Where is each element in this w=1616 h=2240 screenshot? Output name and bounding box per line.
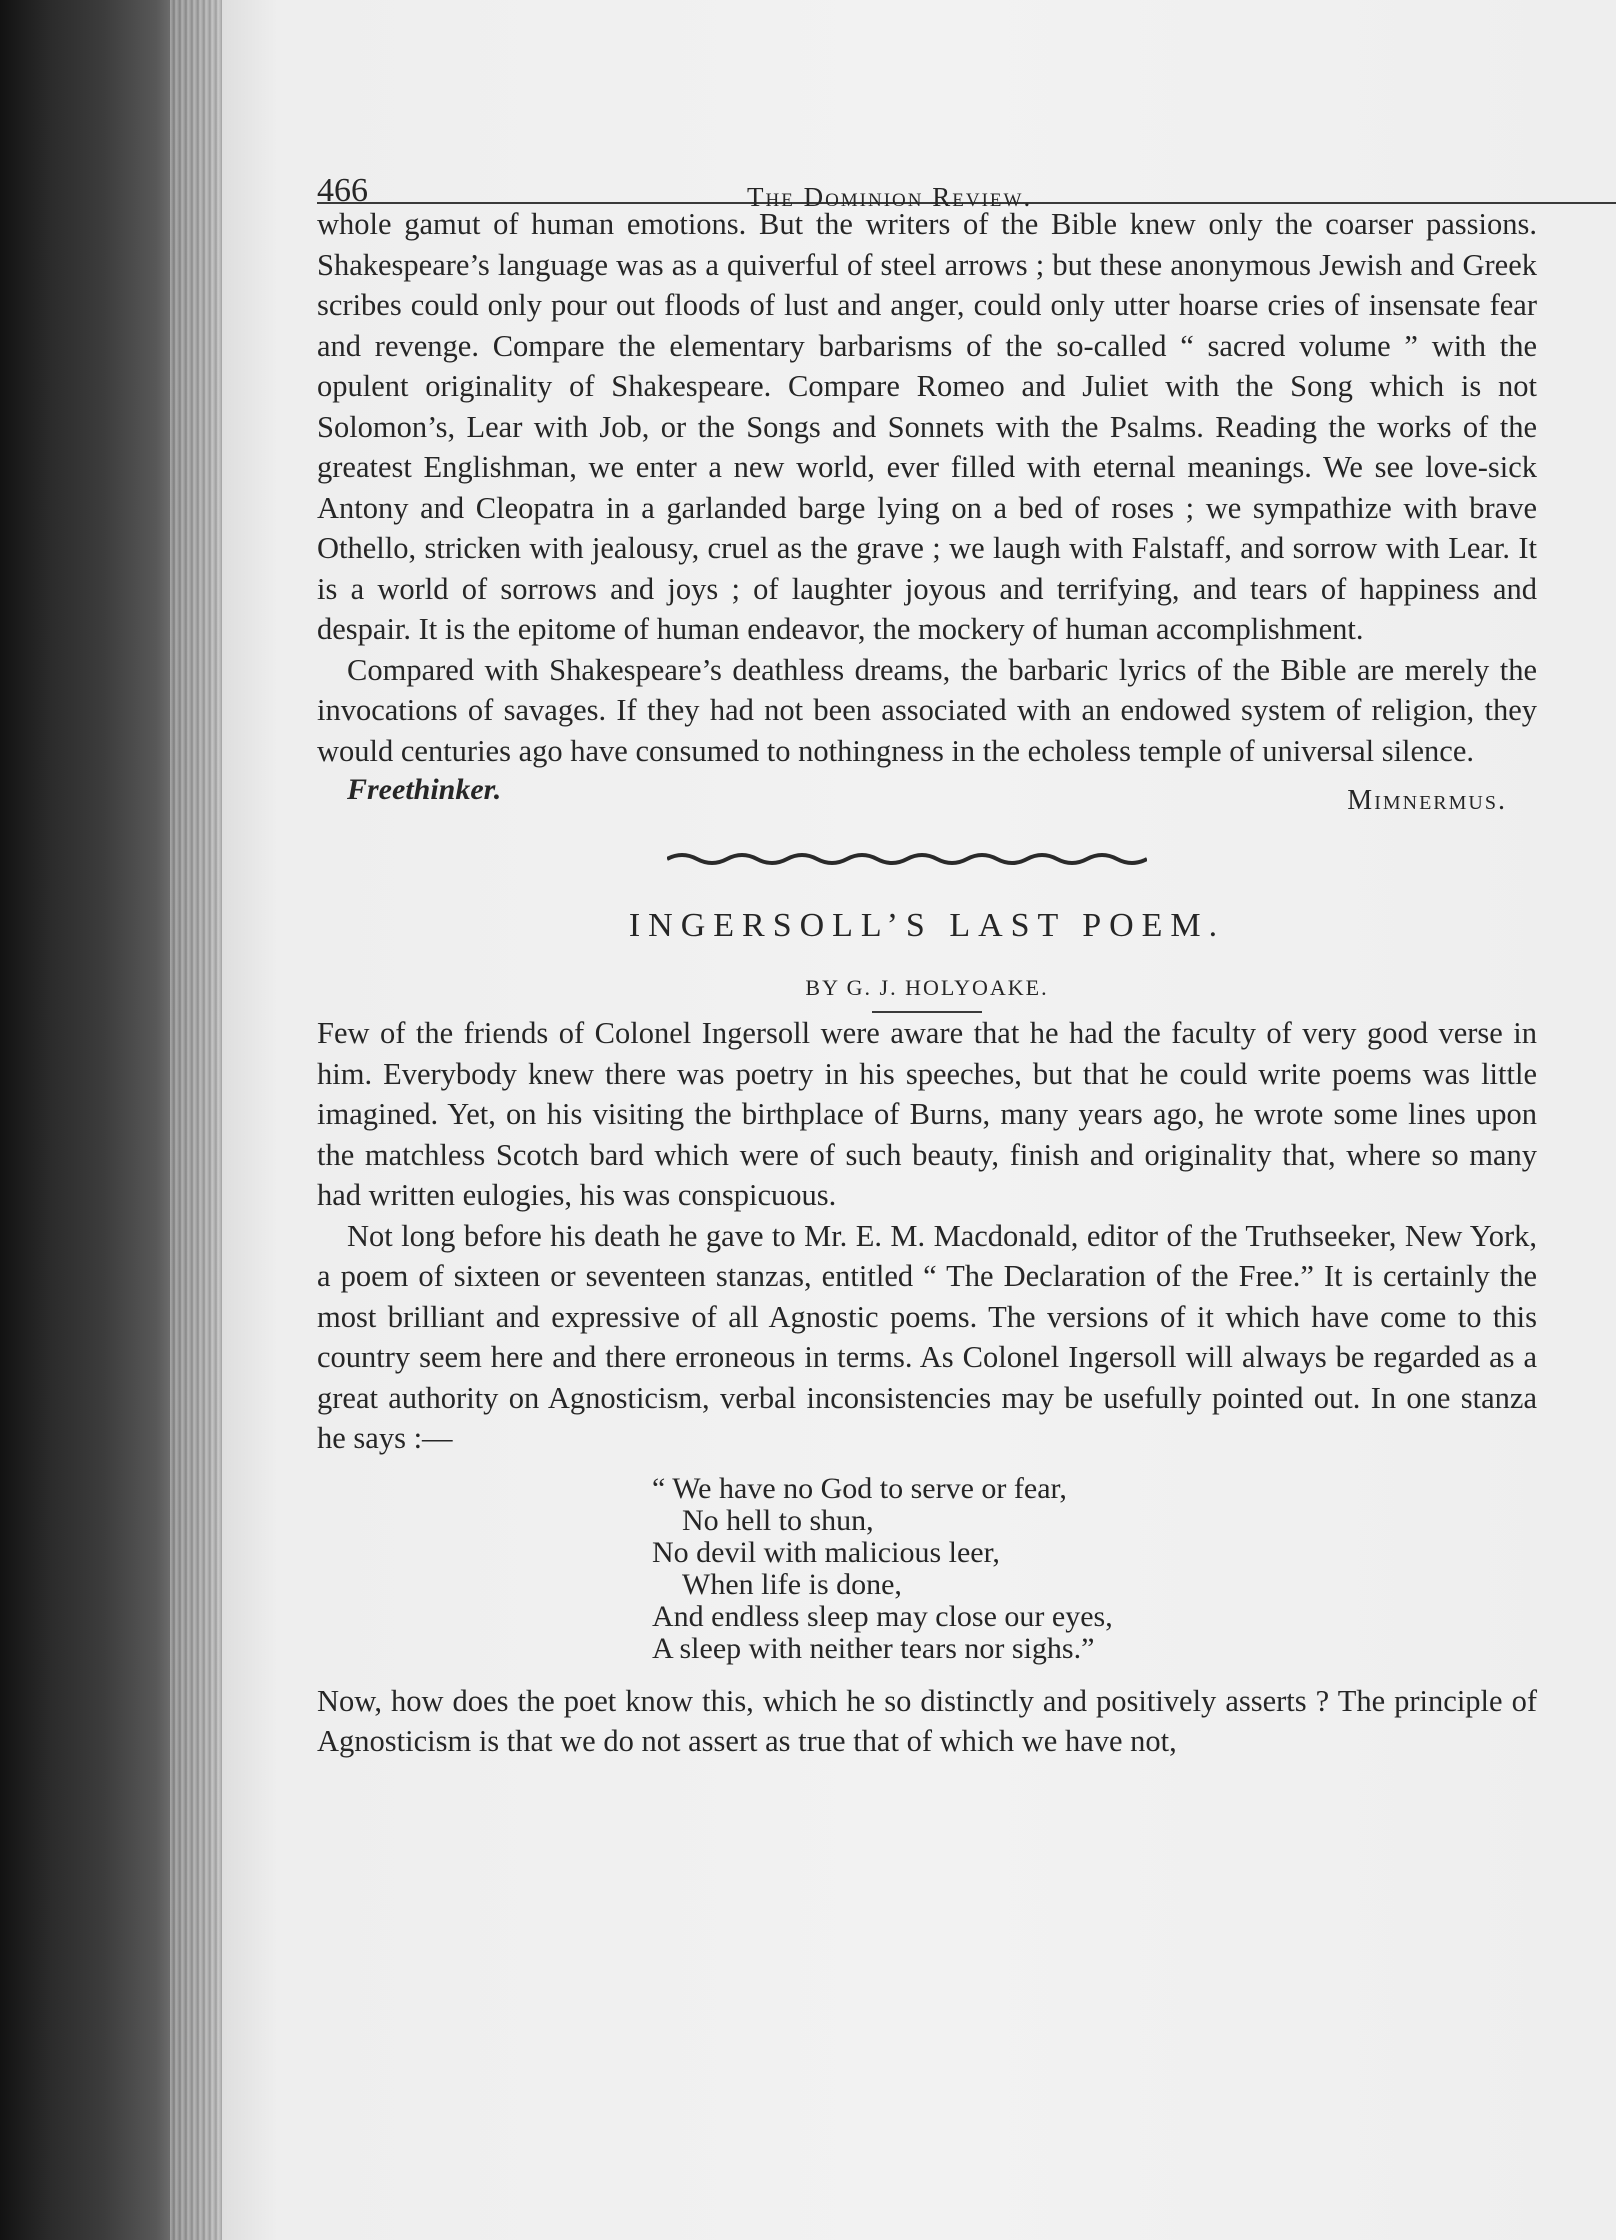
book-page	[222, 0, 1616, 2240]
article2-paragraph3: Now, how does the poet know this, which he so distinctly and positively asserts ? The principle of Agnosticism is that we do not assert as true that of which we have not,	[317, 1683, 1537, 1758]
page-edges	[170, 0, 230, 2240]
poem-stanza	[652, 1473, 1616, 1665]
article1-paragraph1: whole gamut of human emotions. But the writers of the Bible knew only the coarser passions. Shakespeare’s language was as a quiverful of steel arrows ; but these anonymous Jewish and Greek scribes could only pour out floods of lust and anger, could only utter hoarse cries of insensate fear and revenge. Compare the elementary barbarisms of the so-called “ sacred volume ” with the opulent originality of Shakespeare. Compare Romeo and Juliet with the Song which is not Solomon’s, Lear with Job, or the Songs and Sonnets with the Psalms. Reading the works of the greatest Englishman, we enter a new world, ever filled with eternal meanings. We see love-sick Antony and Cleopatra in a garlanded barge lying on a bed of roses ; we sympathize with brave Othello, stricken with jealousy, cruel as the grave ; we laugh with Falstaff, and sorrow with Lear. It is a world of sorrows and joys ; of laughter joyous and terrifying, and tears of happiness and despair. It is the epitome of human endeavor, the mockery of human accomplishment.	[317, 207, 1537, 646]
decorative-swash-rule	[667, 847, 1147, 871]
page-content	[317, 150, 1616, 1762]
poem-line: A sleep with neither tears nor sighs.”	[652, 1631, 1095, 1665]
page-number: 466	[317, 172, 368, 209]
article2-paragraph1: Few of the friends of Colonel Ingersoll were aware that he had the faculty of very good verse in him. Everybody knew there was poetry in his speeches, but that he could write poems was little imagined. Yet, on his visiting the birthplace of Burns, many years ago, he wrote some lines upon the matchless Scotch bard which were of such beauty, finish and originality that, where so many had written eulogies, his was conspicuous.	[317, 1016, 1537, 1212]
poem-line: No hell to shun,	[682, 1503, 874, 1537]
journal-title: The Dominion Review.	[747, 182, 1033, 212]
article2-byline: BY G. J. HOLYOAKE.	[805, 975, 1049, 1000]
poem-line: “ We have no God to serve or fear,	[652, 1471, 1067, 1505]
article1-signature-row	[317, 771, 1537, 831]
poem-line: When life is done,	[682, 1567, 902, 1601]
poem-line: And endless sleep may close our eyes,	[652, 1599, 1113, 1633]
running-head	[317, 150, 1616, 212]
article1-author: Mimnermus.	[1347, 785, 1507, 816]
article1-source: Freethinker.	[347, 773, 502, 806]
article2-paragraph2: Not long before his death he gave to Mr. E. M. Macdonald, editor of the Truthseeker, New York, a poem of sixteen or seventeen stanzas, entitled “ The Declaration of the Free.” It is certainly the most brilliant and expressive of all Agnostic poems. The versions of it which have come to this country seem here and there erroneous in terms. As Colonel Ingersoll will always be regarded as a great authority on Agnosticism, verbal inconsistencies may be usefully pointed out. In one stanza he says :—	[317, 1218, 1537, 1455]
article1-paragraph2: Compared with Shakespeare’s deathless dreams, the barbaric lyrics of the Bible are merely the invocations of savages. If they had not been associated with an endowed system of religion, they would centuries ago have consumed to nothingness in the echoless temple of universal silence.	[317, 652, 1537, 768]
article2-title: INGERSOLL’S LAST POEM.	[628, 907, 1226, 944]
poem-line: No devil with malicious leer,	[652, 1535, 1000, 1569]
